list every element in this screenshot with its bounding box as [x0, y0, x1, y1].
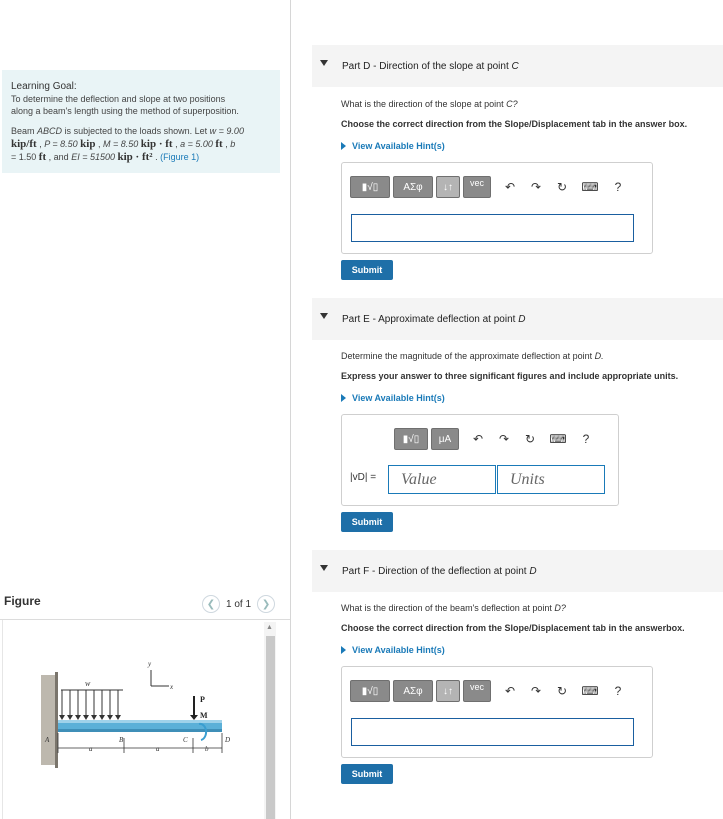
help-icon[interactable]: ? [614, 684, 622, 698]
part-f-hint-link[interactable]: View Available Hint(s) [341, 645, 445, 655]
reset-icon[interactable]: ↻ [556, 684, 568, 698]
part-e-toolbar [394, 428, 596, 450]
redo-icon[interactable]: ↷ [498, 432, 510, 446]
keyboard-icon[interactable]: ⌨ [581, 684, 599, 698]
part-d-title: Part D - Direction of the slope at point C [342, 60, 519, 72]
prev-figure-button[interactable]: ❮ [202, 595, 220, 613]
label-x: x [170, 683, 174, 691]
scrollbar-thumb[interactable] [266, 636, 275, 819]
given-line-1: Beam ABCD is subjected to the loads shown. Let w = 9.00 [11, 126, 244, 136]
part-e-submit-button[interactable]: Submit [341, 512, 393, 532]
part-d-submit-button[interactable]: Submit [341, 260, 393, 280]
arrows-button[interactable]: ↓↑ [436, 680, 460, 702]
learning-goal-box [2, 70, 280, 173]
part-e-question: Determine the magnitude of the approximate deflection at point D. [341, 351, 604, 361]
given-w: w = 9.00 [209, 126, 244, 136]
undo-icon[interactable]: ↶ [504, 180, 516, 194]
part-f-header[interactable] [312, 550, 723, 592]
label-B: B [119, 736, 124, 744]
part-e-header[interactable] [312, 298, 723, 340]
dim-a2: a [156, 745, 160, 753]
hint-arrow-icon [341, 646, 346, 654]
undo-icon[interactable]: ↶ [472, 432, 484, 446]
hint-arrow-icon [341, 142, 346, 150]
redo-icon[interactable]: ↷ [530, 180, 542, 194]
given-line-2: kip/ft , P = 8.50 kip , M = 8.50 kip · ft , a = 5.00 ft , b [11, 138, 236, 150]
units-button[interactable]: μA [431, 428, 459, 450]
vec-button[interactable]: vec [463, 176, 491, 198]
left-panel [0, 0, 290, 819]
label-C: C [183, 736, 188, 744]
label-M: M [200, 711, 208, 720]
vec-button[interactable]: vec [463, 680, 491, 702]
part-d-instruction: Choose the correct direction from the Slope/Displacement tab in the answer box. [341, 119, 688, 129]
part-f-instruction: Choose the correct direction from the Slope/Displacement tab in the answerbox. [341, 623, 685, 633]
greek-button[interactable]: ΑΣφ [393, 176, 433, 198]
beam-name: ABCD [37, 126, 63, 136]
figure-viewport [2, 620, 261, 819]
panel-divider [290, 0, 291, 819]
templates-button[interactable]: ▮√▯ [350, 176, 390, 198]
given-line-3: = 1.50 ft , and EI = 51500 kip · ft² . (Figure 1) [11, 151, 200, 163]
part-f-answer-box [341, 666, 653, 758]
part-f-submit-button[interactable]: Submit [341, 764, 393, 784]
learning-goal-line1: To determine the deflection and slope at two positions [11, 94, 226, 104]
part-d-hint-link[interactable]: View Available Hint(s) [341, 141, 445, 151]
collapse-icon[interactable] [320, 565, 328, 571]
part-e-answer-box [341, 414, 619, 506]
label-D: D [225, 736, 231, 744]
part-d-answer-box [341, 162, 653, 254]
help-icon[interactable]: ? [582, 432, 590, 446]
figure-pager [202, 595, 275, 613]
collapse-icon[interactable] [320, 60, 328, 66]
distributed-load-arrows [62, 690, 118, 718]
arrows-button[interactable]: ↓↑ [436, 176, 460, 198]
templates-button[interactable]: ▮√▯ [394, 428, 428, 450]
hint-arrow-icon [341, 394, 346, 402]
learning-goal-title: Learning Goal: [11, 81, 77, 92]
next-figure-button[interactable]: ❯ [257, 595, 275, 613]
collapse-icon[interactable] [320, 313, 328, 319]
dim-b: b [205, 745, 209, 753]
part-f-title: Part F - Direction of the deflection at point D [342, 565, 537, 577]
part-d-question: What is the direction of the slope at point C? [341, 99, 518, 109]
undo-icon[interactable]: ↶ [504, 684, 516, 698]
part-d-header[interactable] [312, 45, 723, 87]
wall [41, 675, 55, 765]
label-P: P [200, 695, 205, 704]
dimension-lines [58, 733, 222, 753]
part-f-answer-input[interactable] [351, 718, 634, 746]
reset-icon[interactable]: ↻ [556, 180, 568, 194]
value-input[interactable]: Value [388, 465, 496, 494]
part-d-toolbar [350, 176, 628, 198]
label-y: y [148, 660, 152, 668]
reset-icon[interactable]: ↻ [524, 432, 536, 446]
figure-label: Figure [4, 594, 41, 608]
part-e-hint-link[interactable]: View Available Hint(s) [341, 393, 445, 403]
part-e-title: Part E - Approximate deflection at point D [342, 313, 526, 325]
beam-diagram [3, 620, 262, 819]
greek-button[interactable]: ΑΣφ [393, 680, 433, 702]
figure-page-count: 1 of 1 [226, 598, 252, 610]
label-A: A [45, 736, 50, 744]
part-f-toolbar [350, 680, 628, 702]
units-input[interactable]: Units [497, 465, 605, 494]
keyboard-icon[interactable]: ⌨ [549, 432, 567, 446]
part-f-question: What is the direction of the beam's deflection at point D? [341, 603, 566, 613]
learning-goal-line2: along a beam's length using the method of superposition. [11, 106, 239, 116]
label-w: w [85, 679, 91, 688]
part-e-instruction: Express your answer to three significant figures and include appropriate units. [341, 371, 679, 381]
templates-button[interactable]: ▮√▯ [350, 680, 390, 702]
dim-a1: a [89, 745, 93, 753]
help-icon[interactable]: ? [614, 180, 622, 194]
scroll-up-icon[interactable]: ▲ [266, 624, 273, 631]
part-d-answer-input[interactable] [351, 214, 634, 242]
keyboard-icon[interactable]: ⌨ [581, 180, 599, 194]
vd-label: |vD| = [350, 472, 377, 483]
redo-icon[interactable]: ↷ [530, 684, 542, 698]
figure-link[interactable]: (Figure 1) [160, 152, 200, 162]
